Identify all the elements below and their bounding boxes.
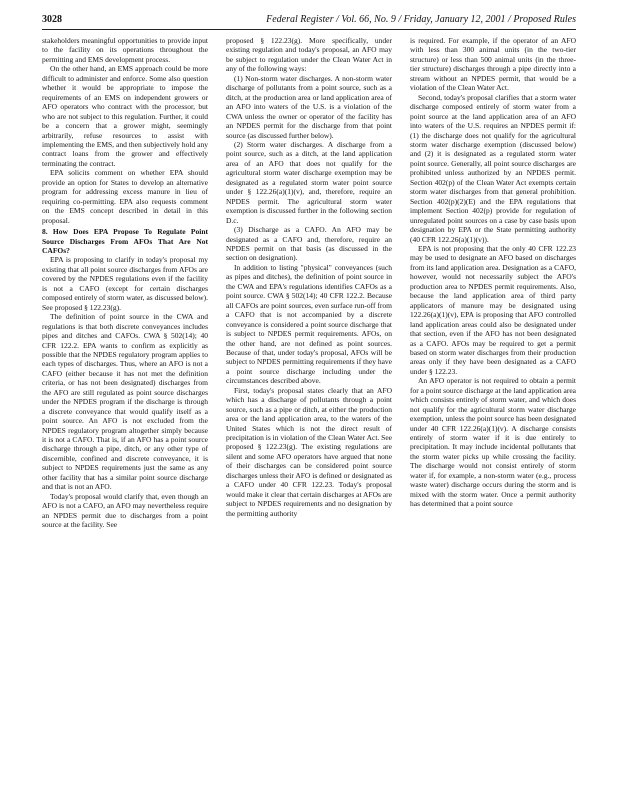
paragraph: First, today's proposal states clearly that an AFO which has a discharge of pollutants through a point source, such as a pipe or ditch, at either the production area or the land application area, to the waters of the United States which is not the direct result of precipitation is in violation of the Clean Water Act. See proposed § 122.23(g). The existing regulations are silent and some AFO operators have argued that none of their discharges can be considered point source discharges unless their AFO is defined or designated as a CAFO under 40 CFR 122.23. Today's proposal would make it clear that certain discharges at AFOs are subject to NPDES requirements and no designation by the permitting authority xyxy=(226,385,392,518)
paragraph: EPA is proposing to clarify in today's proposal my existing that all point source discharges from AFOs are covered by the NPDES regulations even if the facility is not a CAFO (except for certain discharges composed entirely of storm water, as discussed below). See proposed § 122.23(g). xyxy=(42,255,208,312)
paragraph: EPA is not proposing that the only 40 CFR 122.23 may be used to designate an AFO based on discharges from its land application area. Designation as a CAFO, however, would not necessarily subject the AFO's production area to NPDES permit requirements. Also, because the land application area of third party applicators of manure may be designated using 122.26(a)(1)(v), EPA is proposing that AFO controlled land application areas could also be designated under that section, even if the AFO has not been designated as a CAFO. AFOs may be required to get a permit based on storm water discharges from their production areas only if they have been designated as a CAFO under § 122.23. xyxy=(410,243,576,376)
paragraph: In addition to listing "physical" conveyances (such as pipes and ditches), the definition of point source in the CWA and EPA's regulations identifies CAFOs as a point source. CWA § 502(14); 40 CFR 122.2. Because all CAFOs are point sources, even surface run-off from a CAFO that is not accompanied by a discrete conveyance is considered a point source discharge that is subject to NPDES permit requirements. AFOs, on the other hand, are not defined as point sources. Because of that, under today's proposal, AFOs will be subject to NPDES permitting requirements if they have a point source discharge including under the circumstances described above. xyxy=(226,262,392,386)
paragraph: (1) Non-storm water discharges. A non-storm water discharge of pollutants from a point source, such as a ditch, at the production area or land application area of an AFO into waters of the U.S. is a violation of the CWA unless the owner or operator of the facility has an NPDES permit for the discharge from that point source (as discussed further below). xyxy=(226,73,392,140)
paragraph: is required. For example, if the operator of an AFO with less than 300 animal units (in the two-tier structure) or less than 500 animal units (in the three-tier structure) discharges through a pipe directly into a stream without an NPDES permit, that would be a violation of the Clean Water Act. xyxy=(410,36,576,93)
paragraph: Second, today's proposal clarifies that a storm water discharge composed entirely of storm water from a point source at the land application area of an AFO into waters of the U.S. requires an NPDES permit if: (1) the discharge does not qualify for the agricultural storm water discharge exemption (discussed below) and (2) it is designated as a regulated storm water point source. Generally, all point source discharges are prohibited unless authorized by an NPDES permit. Section 402(p) of the Clean Water Act exempts certain storm water discharges from that general prohibition. Section 402(p)(2)(E) and the EPA regulations that implement Section 402(p) provide for regulation of unregulated point sources on a case by case basis upon designation by EPA or the State permitting authority (40 CFR 122.26(a)(1)(v)). xyxy=(410,92,576,244)
paragraph: An AFO operator is not required to obtain a permit for a point source discharge at the land application area which consists entirely of storm water, and which does not qualify for the agricultural storm water discharge exemption, unless the point source has been designated under 40 CFR 122.26(a)(1)(v). A discharge consists entirely of storm water if it is due entirely to precipitation. It may include incidental pollutants that the storm water picks up while crossing the facility. The discharge would not consist entirely of storm water if, for example, a non-storm water (e.g., process waste water) discharge occurs during the storm and is mixed with the storm water. Once a permit authority has determined that a point source xyxy=(410,376,576,509)
paragraph: stakeholders meaningful opportunities to provide input to the facility on its operations throughout the permitting and EMS development process. xyxy=(42,36,208,64)
text-column-right xyxy=(410,36,576,788)
page-number: 3028 xyxy=(42,14,62,25)
running-title: Federal Register / Vol. 66, No. 9 / Friday, January 12, 2001 / Proposed Rules xyxy=(266,14,576,25)
page-header xyxy=(42,13,576,27)
section-heading: 8. How Does EPA Propose To Regulate Point Source Discharges From AFOs That Are Not CAFOs? xyxy=(42,227,208,255)
text-column-left xyxy=(42,36,208,788)
text-column-middle xyxy=(226,36,392,788)
paragraph: The definition of point source in the CWA and regulations is that both discrete conveyances includes pipes and ditches and CAFOs. CWA § 502(14); 40 CFR 122.2. EPA wants to confirm as explicitly as possible that the NPDES regulatory program applies to each types of discharges. Thus, where an AFO is not a CAFO (either because it has not met the definition criteria, or has not been designated) discharges from the AFO are still regulated as point source discharges under the NPDES program if the discharge is through a discrete conveyance that would qualify itself as a point source. An AFO is not excluded from the NPDES regulatory program altogether simply because it is not a CAFO. That is, if an AFO has a point source discharge through a pipe, ditch, or any other type of discernible, confined and discrete conveyance, it is subject to NPDES requirements just the same as any other facility that has a similar point source discharge and that is not an AFO. xyxy=(42,312,208,492)
paragraph: On the other hand, an EMS approach could be more difficult to administer and enforce. Some also question whether it would be appropriate to impose the requirements of an EMS on independent growers or AFO operators who contract with the processor, but who are not subject to this regulation. Further, it could be a concern that a grower might, seemingly arbitrarily, refuse resources to assist with implementing the EMS, and then subjectively hold any contract loans from the grower and effectively terminating the contract. xyxy=(42,64,208,168)
header-rule xyxy=(42,29,576,30)
paragraph: proposed § 122.23(g). More specifically, under existing regulation and today's proposal, an AFO may be subject to regulation under the Clean Water Act in any of the following ways: xyxy=(226,36,392,74)
paragraph: (3) Discharge as a CAFO. An AFO may be designated as a CAFO and, therefore, require an NPDES permit on that basis (as discussed in the section on designation). xyxy=(226,225,392,263)
paragraph: Today's proposal would clarify that, even though an AFO is not a CAFO, an AFO may nevertheless require an NPDES permit due to discharges from a point source at the facility. See xyxy=(42,491,208,530)
paragraph: (2) Storm water discharges. A discharge from a point source, such as a ditch, at the land application area of an AFO that does not qualify for the agricultural storm water discharge exemption may be designated as a regulated storm water point source under § 122.26(a)(1)(v), and, therefore, require an NPDES permit. The agricultural storm water exemption is discussed further in the following section D.c. xyxy=(226,139,392,225)
paragraph: EPA solicits comment on whether EPA should provide an option for States to develop an alternative program for addressing excess manure in lieu of requiring co-permitting. EPA also requests comment on the EMS concept described in detail in this proposal. xyxy=(42,168,208,225)
